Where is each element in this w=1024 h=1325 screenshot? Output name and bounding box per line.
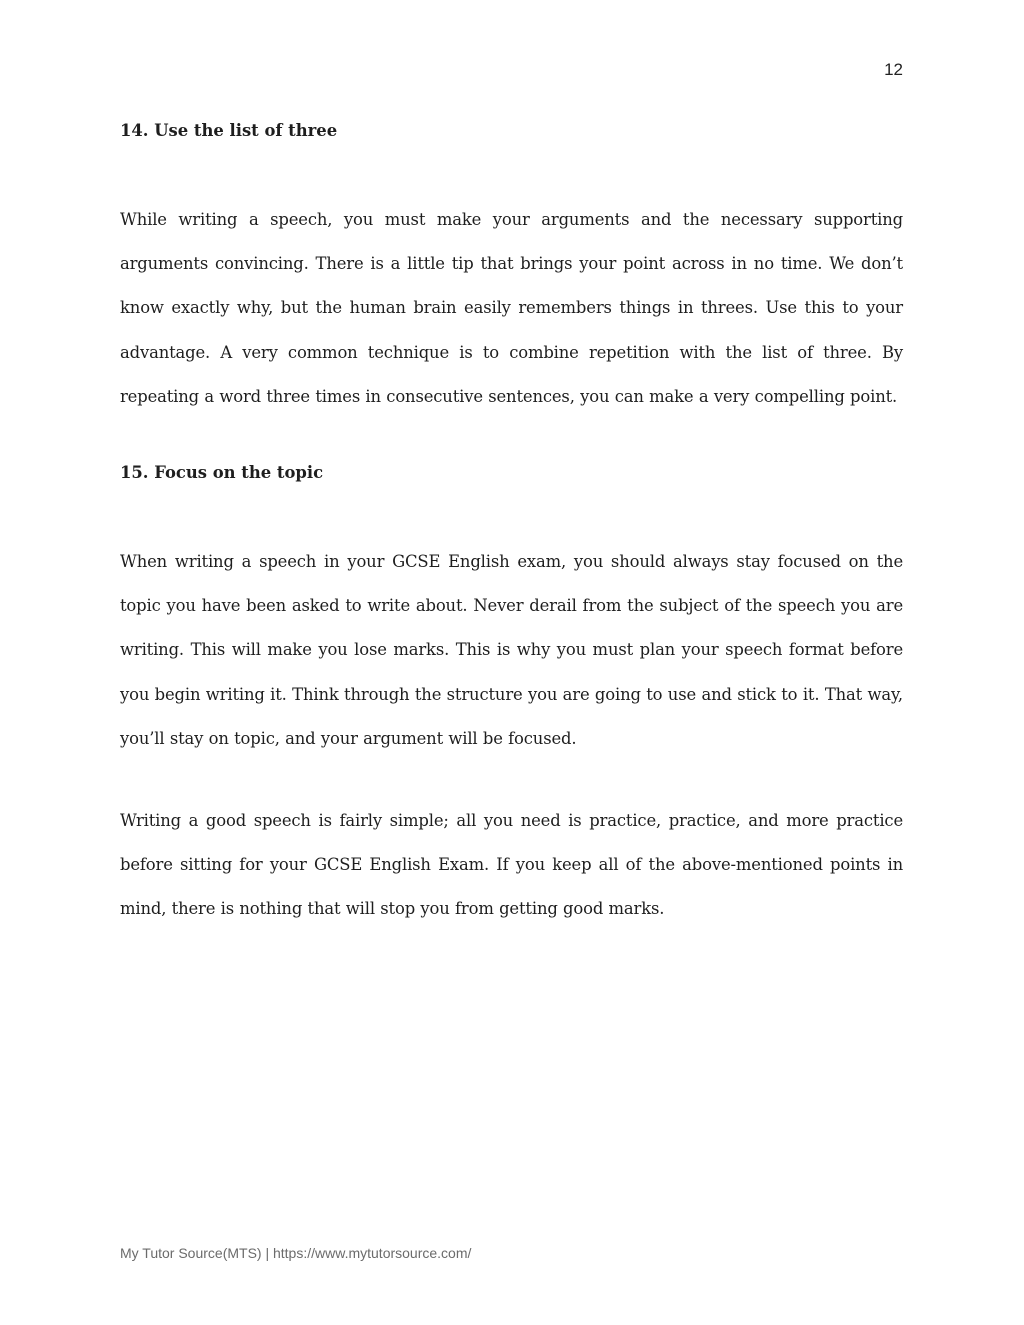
section-heading-focus-on-topic: 15. Focus on the topic bbox=[120, 463, 324, 483]
section-paragraph-list-of-three: While writing a speech, you must make your arguments and the necessary supporting arguments convincing. There is a little tip that brings your point across in no time. We don’t know exactly why, but the human brain easily remembers things in threes. Use this to your advantage. A very common technique is to combine repetition with the list of three. By repeating a word three times in consecutive sentences, you can make a very compelling point. bbox=[120, 210, 903, 406]
section-heading-list-of-three: 14. Use the list of three bbox=[120, 121, 338, 140]
page-number: 12 bbox=[884, 60, 903, 79]
page-footer: My Tutor Source(MTS) | https://www.mytutorsource.com/ bbox=[120, 1245, 472, 1261]
document-body bbox=[120, 116, 903, 932]
section-paragraph-focus-on-topic: When writing a speech in your GCSE English exam, you should always stay focused on the topic you have been asked to write about. Never derail from the subject of the speech you are writing. This will make you lose marks. This is why you must plan your speech format before you begin writing it. Think through the structure you are going to use and stick to it. That way, you’ll stay on topic, and your argument will be focused. bbox=[120, 552, 903, 748]
conclusion-paragraph: Writing a good speech is fairly simple; all you need is practice, practice, and more practice before sitting for your GCSE English Exam. If you keep all of the above-mentioned points in mind, there is nothing that will stop you from getting good marks. bbox=[120, 811, 903, 919]
